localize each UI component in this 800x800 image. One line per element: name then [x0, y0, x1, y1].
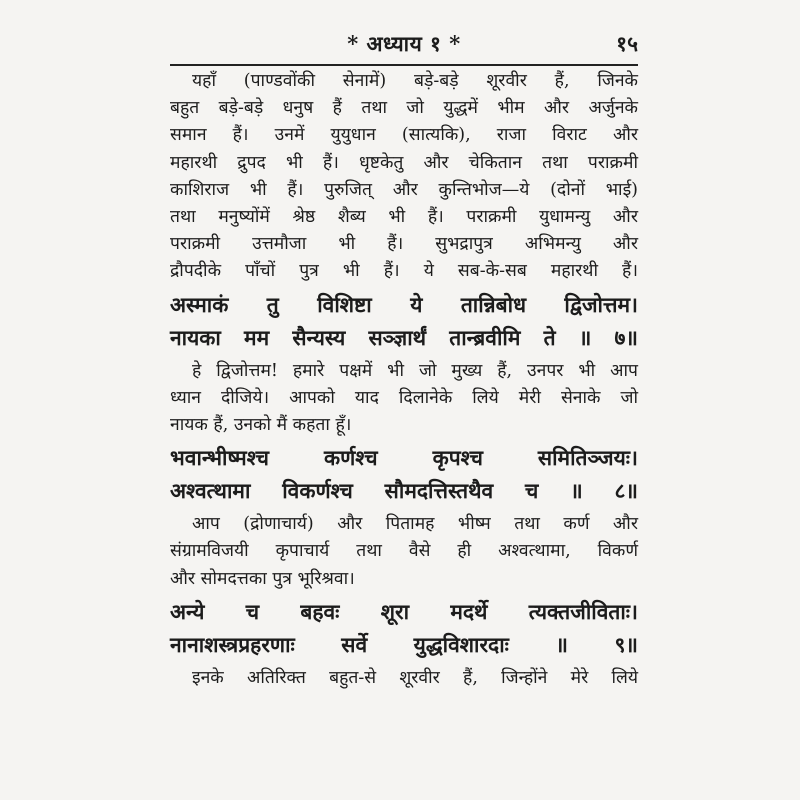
text-line: हे द्विजोत्तम! हमारे पक्षमें भी जो मुख्य हैं, उनपर भी आप: [192, 360, 638, 381]
page-number: १५: [616, 31, 638, 56]
verse-line: अन्ये च बहवः शूरा मदर्थे त्यक्तजीविताः।: [170, 598, 638, 624]
text-line: संग्रामविजयी कृपाचार्य तथा वैसे ही अश्वत्थामा, विकर्ण: [170, 541, 638, 562]
verse-line: अस्माकं तु विशिष्टा ये तान्निबोध द्विजोत्तम।: [170, 291, 638, 317]
translation-paragraph: [170, 358, 638, 440]
text-line: इनके अतिरिक्त बहुत-से शूरवीर हैं, जिन्होंने मेरे लिये: [192, 667, 638, 688]
text-line: आप (द्रोणाचार्य) और पितामह भीष्म तथा कर्ण और: [192, 514, 638, 535]
translation-paragraph: [170, 68, 638, 286]
chapter-title: * अध्याय १ *: [347, 31, 461, 56]
page-body: [170, 68, 638, 692]
sanskrit-verse: [170, 288, 638, 354]
text-line: द्रौपदीके पाँचों पुत्र भी हैं। ये सब-के-सब महारथी हैं।: [170, 261, 638, 282]
sanskrit-verse: [170, 441, 638, 507]
translation-paragraph: [170, 511, 638, 593]
text-line: नायक हैं, उनको मैं कहता हूँ।: [170, 415, 352, 436]
translation-paragraph: [170, 665, 638, 692]
text-line: महारथी द्रुपद भी हैं। धृष्टकेतु और चेकितान तथा पराक्रमी: [170, 152, 638, 173]
sanskrit-verse: [170, 595, 638, 661]
verse-line: नायका मम सैन्यस्य सञ्ज्ञार्थं तान्ब्रवीमि ते ॥ ७॥: [170, 324, 638, 350]
header-divider: [170, 64, 638, 66]
text-line: काशिराज भी हैं। पुरुजित् और कुन्तिभोज—ये (दोनों भाई): [170, 179, 638, 200]
verse-line: अश्वत्थामा विकर्णश्च सौमदत्तिस्तथैव च ॥ ८॥: [170, 478, 638, 504]
verse-line: नानाशस्त्रप्रहरणाः सर्वे युद्धविशारदाः ॥ ९॥: [170, 631, 638, 657]
text-line: पराक्रमी उत्तमौजा भी हैं। सुभद्रापुत्र अभिमन्यु और: [170, 234, 638, 255]
text-line: यहाँ (पाण्डवोंकी सेनामें) बड़े-बड़े शूरवीर हैं, जिनके: [192, 71, 638, 91]
verse-line: भवान्भीष्मश्च कर्णश्च कृपश्च समितिञ्जयः।: [170, 445, 638, 471]
text-line: और सोमदत्तका पुत्र भूरिश्रवा।: [170, 568, 355, 589]
page-header: [170, 26, 638, 62]
text-line: बहुत बड़े-बड़े धनुष हैं तथा जो युद्धमें भीम और अर्जुनके: [170, 98, 638, 119]
text-line: समान हैं। उनमें युयुधान (सात्यकि), राजा विराट और: [170, 125, 638, 146]
text-line: तथा मनुष्योंमें श्रेष्ठ शैब्य भी हैं। पराक्रमी युधामन्यु और: [170, 207, 638, 228]
text-line: ध्यान दीजिये। आपको याद दिलानेके लिये मेरी सेनाके जो: [170, 387, 638, 408]
